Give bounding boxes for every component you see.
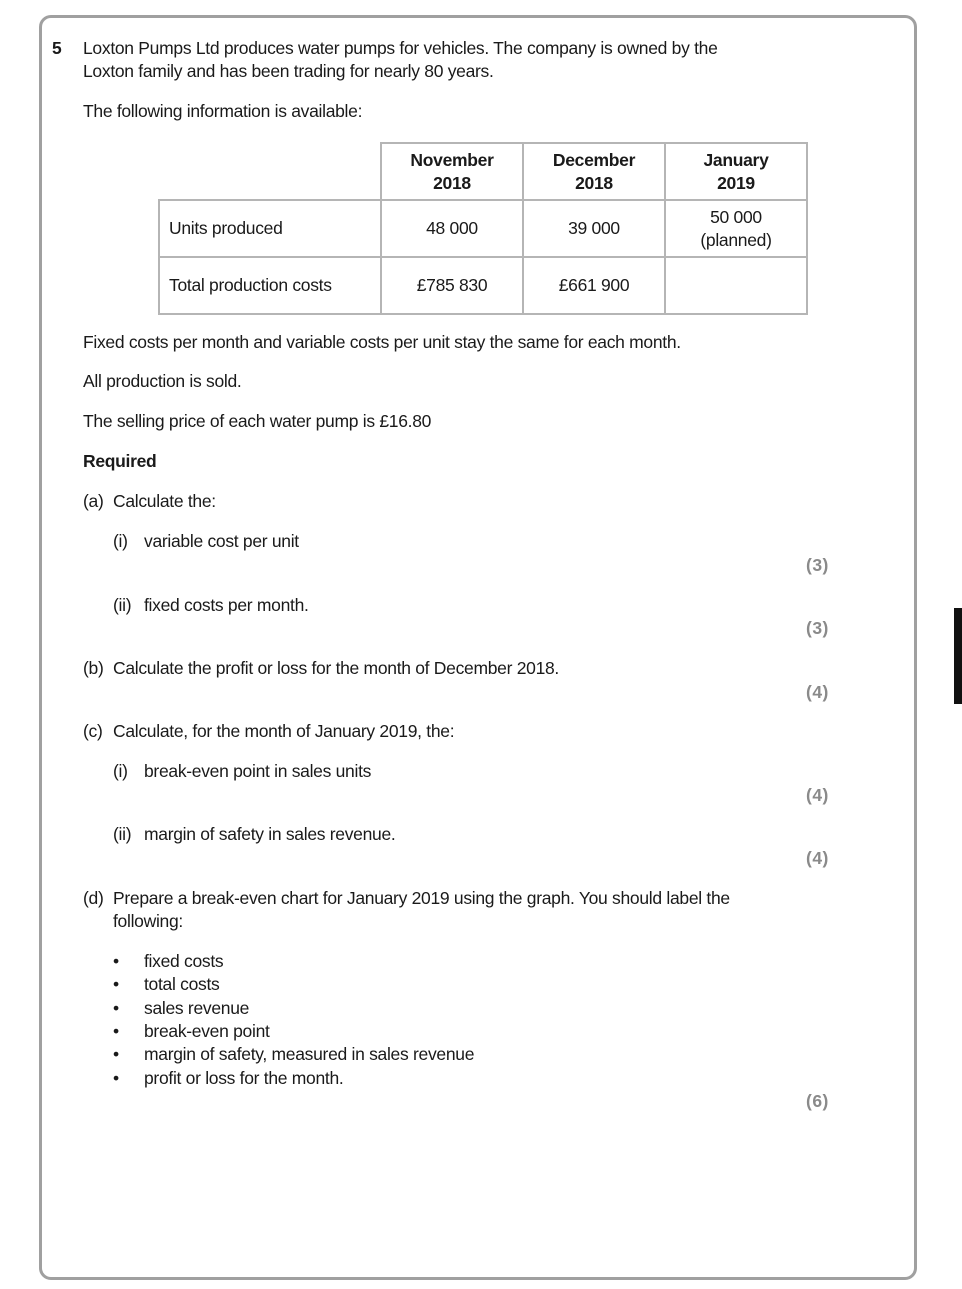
part-b-text: Calculate the profit or loss for the month of December 2018. [113,658,559,678]
marks: (3) [806,618,829,638]
page-edge-marker [954,608,962,704]
part-label: (b) [83,658,104,678]
part-a-i-text: variable cost per unit [144,531,299,551]
info-line: The following information is available: [83,101,363,121]
marks: (4) [806,785,829,805]
part-c-text: Calculate, for the month of January 2019, the: [113,721,455,741]
list-item: break-even point [144,1021,270,1041]
list-item: sales revenue [144,998,250,1018]
marks: (4) [806,848,829,868]
required-heading: Required [83,451,157,471]
statement: All production is sold. [83,371,242,391]
subpart-label: (i) [113,531,128,551]
part-label: (c) [83,721,103,741]
part-d-text: following: [113,911,183,931]
question-number: 5 [52,38,62,58]
marks: (6) [806,1091,829,1111]
part-d-text: Prepare a break-even chart for January 2019 using the graph. You should label the [113,888,730,908]
header-november: November 2018 [381,143,523,200]
data-table [158,142,808,315]
table-corner [159,143,381,200]
part-c-i-text: break-even point in sales units [144,761,372,781]
list-item: profit or loss for the month. [144,1068,344,1088]
part-a-text: Calculate the: [113,491,216,511]
subpart-label: (ii) [113,595,132,615]
subpart-label: (ii) [113,824,132,844]
list-item: total costs [144,974,220,994]
part-a-ii-text: fixed costs per month. [144,595,309,615]
marks: (3) [806,555,829,575]
intro-line-1: Loxton Pumps Ltd produces water pumps for vehicles. The company is owned by the [83,38,718,58]
subpart-label: (i) [113,761,128,781]
table-row: Total production costs £785 830 £661 900 [159,257,807,314]
header-december: December 2018 [523,143,665,200]
list-item: margin of safety, measured in sales revenue [144,1044,475,1064]
list-item: fixed costs [144,951,224,971]
marks: (4) [806,682,829,702]
table-row: Units produced 48 000 39 000 50 000 (planned) [159,200,807,257]
statement: Fixed costs per month and variable costs per unit stay the same for each month. [83,332,681,352]
statement: The selling price of each water pump is £16.80 [83,411,432,431]
part-label: (a) [83,491,104,511]
part-c-ii-text: margin of safety in sales revenue. [144,824,396,844]
intro-line-2: Loxton family and has been trading for nearly 80 years. [83,61,494,81]
header-january: January 2019 [665,143,807,200]
part-label: (d) [83,888,104,908]
